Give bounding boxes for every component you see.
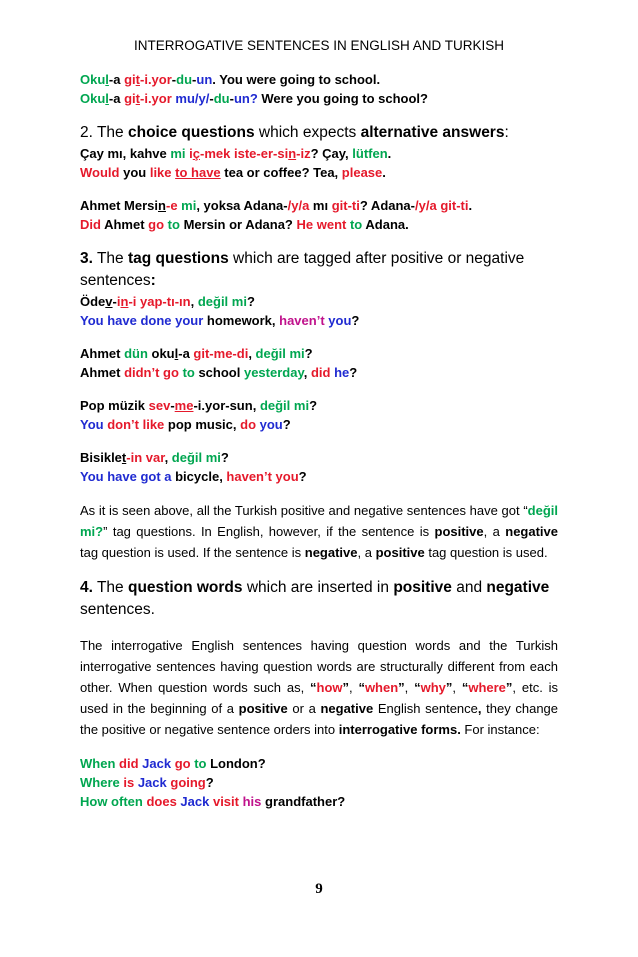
text-segment: go — [174, 756, 191, 771]
example-sentence — [80, 292, 558, 311]
text-segment: git-ti — [331, 198, 360, 213]
text-segment: haven’t you — [226, 469, 299, 484]
text-segment: -a — [108, 72, 125, 87]
text-segment: to — [182, 365, 195, 380]
example-sentence — [80, 396, 558, 415]
text-segment: choice questions — [127, 124, 255, 141]
text-segment: un — [196, 72, 213, 87]
text-segment: . — [382, 165, 386, 180]
text-segment: , — [252, 398, 260, 413]
text-segment: don’t like — [107, 417, 165, 432]
text-segment: his — [242, 794, 262, 809]
text-segment: git-ti — [440, 198, 469, 213]
text-segment: l — [105, 91, 109, 106]
text-segment: why — [420, 680, 446, 695]
text-segment: n — [120, 294, 129, 309]
text-segment: değil mi — [259, 398, 310, 413]
text-segment: lütfen — [352, 146, 388, 161]
text-segment: “ — [461, 680, 469, 695]
text-segment: - — [229, 91, 234, 106]
example-sentence — [80, 792, 558, 811]
text-segment: du — [213, 91, 230, 106]
text-segment: Pop müzik — [80, 398, 149, 413]
text-segment: , — [190, 294, 198, 309]
text-segment: you — [119, 165, 150, 180]
text-segment: to — [167, 217, 180, 232]
section-heading — [80, 248, 558, 292]
text-segment: ” — [445, 680, 453, 695]
text-segment: ? — [351, 313, 360, 328]
text-segment: Ahmet — [80, 346, 125, 361]
text-segment: - — [209, 91, 214, 106]
text-segment: He went — [296, 217, 347, 232]
text-segment: , etc. is used in the beginning of a — [80, 680, 558, 716]
text-segment: 3. — [80, 250, 93, 267]
text-segment: You have got a — [80, 469, 172, 484]
text-segment: un? — [233, 91, 258, 106]
example-sentence — [80, 448, 558, 467]
text-segment: l — [105, 72, 109, 87]
text-segment: , — [477, 701, 482, 716]
text-segment: “ — [310, 680, 317, 695]
spacer — [80, 382, 558, 396]
example-sentence — [80, 467, 558, 486]
explanation-paragraph — [80, 635, 558, 740]
text-segment: “ — [358, 680, 365, 695]
text-segment: he — [334, 365, 350, 380]
text-segment: “ — [414, 680, 421, 695]
text-segment: positive — [434, 524, 484, 539]
text-segment: English sentence — [373, 701, 478, 716]
text-segment: sev — [148, 398, 171, 413]
text-segment: ? — [282, 417, 291, 432]
example-sentence — [80, 754, 558, 773]
text-segment: ç — [192, 146, 200, 161]
example-sentence — [80, 363, 558, 382]
text-segment: -i.yor — [140, 72, 172, 87]
text-segment: . You were going to school. — [212, 72, 381, 87]
text-segment: to — [194, 756, 207, 771]
text-segment: Mersin or Adana? — [179, 217, 297, 232]
text-segment: where — [468, 680, 506, 695]
text-segment: /y/a — [287, 198, 310, 213]
text-segment: does — [146, 794, 177, 809]
text-segment: Oku — [80, 72, 106, 87]
text-segment: tag questions — [127, 250, 229, 267]
text-segment: -mek — [200, 146, 231, 161]
text-segment: The — [92, 124, 128, 141]
spacer — [80, 740, 558, 754]
text-segment: dün — [124, 346, 148, 361]
text-segment: tea or coffee? Tea, — [220, 165, 342, 180]
text-segment: positive — [238, 701, 288, 716]
text-segment: t — [135, 72, 140, 87]
example-sentence — [80, 311, 558, 330]
text-segment: is — [123, 775, 135, 790]
text-segment: or a — [287, 701, 321, 716]
text-segment: school — [194, 365, 244, 380]
text-segment: -i.yor — [140, 91, 176, 106]
text-segment: The — [92, 250, 128, 267]
text-segment: gi — [124, 91, 136, 106]
text-segment: How often — [80, 794, 143, 809]
text-segment: -iz — [296, 146, 311, 161]
text-segment: mı — [309, 198, 332, 213]
text-segment: , — [248, 346, 256, 361]
text-segment: When — [80, 756, 116, 771]
text-segment: bicycle, — [171, 469, 227, 484]
text-segment: l — [174, 346, 179, 361]
text-segment: yesterday — [243, 365, 304, 380]
text-segment: For instance: — [460, 722, 540, 737]
text-segment: pop music, — [164, 417, 241, 432]
text-segment: negative — [486, 579, 550, 596]
text-segment: did — [310, 365, 331, 380]
text-segment: didn’t go — [124, 365, 179, 380]
text-segment: . — [387, 146, 392, 161]
text-segment: , kahve — [122, 146, 171, 161]
text-segment: how — [316, 680, 343, 695]
text-segment: Would — [80, 165, 120, 180]
page-body — [80, 70, 558, 811]
text-segment: t — [135, 91, 140, 106]
text-segment: to have — [175, 165, 221, 180]
spacer — [80, 434, 558, 448]
text-segment: negative — [505, 524, 558, 539]
text-segment: değil mi? — [80, 503, 558, 539]
text-segment: -a — [178, 346, 194, 361]
text-segment: ” tag questions. In English, however, if the sentence is — [103, 524, 435, 539]
text-segment: -i — [128, 294, 137, 309]
text-segment: - — [171, 72, 177, 87]
text-segment: mu/y/ — [175, 91, 210, 106]
text-segment: mi — [181, 198, 197, 213]
text-segment: : — [150, 272, 156, 289]
text-segment: like — [149, 165, 172, 180]
text-segment: ? Adana- — [359, 198, 415, 213]
example-sentence — [80, 196, 558, 215]
text-segment: Ahmet — [100, 217, 149, 232]
text-segment: positive — [375, 545, 425, 560]
text-segment: ? — [304, 346, 313, 361]
section-heading — [80, 122, 558, 144]
example-sentence — [80, 144, 558, 163]
text-segment: -e — [165, 198, 182, 213]
text-segment: they change the positive or negative sentence orders into — [80, 701, 559, 737]
text-segment: Öde — [80, 294, 106, 309]
text-segment: alternative answers — [360, 124, 505, 141]
text-segment: You have done your — [80, 313, 204, 328]
example-sentence — [80, 163, 558, 182]
text-segment: sentences. — [80, 601, 155, 618]
text-segment: haven’t — [279, 313, 325, 328]
text-segment: Jack — [137, 775, 167, 790]
text-segment: which are inserted in — [242, 579, 394, 596]
text-segment: please — [341, 165, 383, 180]
text-segment: negative — [304, 545, 358, 560]
text-segment: mı — [107, 146, 123, 161]
text-segment: -a — [108, 91, 125, 106]
text-segment: 4. — [80, 579, 93, 596]
spacer — [80, 330, 558, 344]
text-segment: - — [170, 398, 175, 413]
text-segment: ” — [505, 680, 513, 695]
text-segment: Did — [80, 217, 101, 232]
section-heading — [80, 577, 558, 621]
example-sentence — [80, 344, 558, 363]
text-segment: n — [288, 146, 297, 161]
text-segment: visit — [212, 794, 239, 809]
text-segment: i — [116, 294, 121, 309]
text-segment: As it is seen above, all the Turkish positive and negative sentences have got “ — [80, 503, 528, 518]
text-segment: Jack — [142, 756, 172, 771]
text-segment: tag question is used. If the sentence is — [80, 545, 305, 560]
page-number: 9 — [315, 881, 323, 897]
text-segment: , — [164, 450, 172, 465]
text-segment: i — [189, 146, 193, 161]
text-segment: The interrogative English sentences having question words and the Turkish interrogative sentences having question words are structurally different from each other. When question words such as, — [80, 638, 558, 695]
text-segment: 2. — [80, 124, 93, 141]
text-segment: Oku — [80, 91, 106, 106]
explanation-paragraph — [80, 500, 558, 563]
example-sentence — [80, 773, 558, 792]
text-segment: t — [121, 450, 127, 465]
text-segment: ? Çay, — [310, 146, 353, 161]
text-segment: mi — [170, 146, 190, 161]
text-segment: ? — [246, 294, 255, 309]
text-segment: positive — [393, 579, 452, 596]
text-segment: yap-tı-ın — [140, 294, 191, 309]
text-segment: you — [328, 313, 352, 328]
text-segment: ? — [205, 775, 214, 790]
text-segment: Jack — [180, 794, 210, 809]
text-segment: ? — [349, 365, 358, 380]
text-segment: ” — [398, 680, 405, 695]
text-segment: and — [451, 579, 487, 596]
text-segment: değil mi — [171, 450, 221, 465]
example-sentence — [80, 70, 558, 89]
text-segment: değil mi — [255, 346, 305, 361]
example-sentence — [80, 89, 558, 108]
text-segment: Çay — [80, 146, 108, 161]
text-segment: ” — [342, 680, 349, 695]
example-sentence — [80, 415, 558, 434]
text-segment: London? — [206, 756, 266, 771]
page-header: INTERROGATIVE SENTENCES IN ENGLISH AND TURKISH — [133, 38, 505, 53]
text-segment: The — [92, 579, 128, 596]
text-segment: Ahmet Mersi — [80, 198, 159, 213]
text-segment: interrogative forms. — [338, 722, 461, 737]
text-segment: you — [259, 417, 283, 432]
text-segment: gi — [124, 72, 136, 87]
text-segment: which are tagged after positive or negative sentences — [80, 250, 525, 289]
text-segment: , a — [357, 545, 376, 560]
text-segment: grandfather? — [261, 794, 346, 809]
text-segment: git-me-di — [193, 346, 249, 361]
text-segment: : — [504, 124, 509, 141]
text-segment: which expects — [254, 124, 361, 141]
text-segment: du — [176, 72, 193, 87]
text-segment: -in var — [126, 450, 165, 465]
text-segment: ? — [220, 450, 229, 465]
example-sentence — [80, 215, 558, 234]
text-segment: Ahmet — [80, 365, 125, 380]
text-segment: Bisikle — [80, 450, 122, 465]
text-segment: , — [452, 680, 462, 695]
text-segment: /y/a — [415, 198, 437, 213]
text-segment: tag question is used. — [424, 545, 548, 560]
text-segment: me — [174, 398, 194, 413]
text-segment: when — [364, 680, 399, 695]
text-segment: ? — [309, 398, 318, 413]
text-segment: , yoksa Adana- — [196, 198, 288, 213]
text-segment: , — [349, 680, 359, 695]
text-segment: iste-er-si — [233, 146, 289, 161]
text-segment: go — [148, 217, 165, 232]
text-segment: değil mi — [197, 294, 247, 309]
text-segment: Were you going to school? — [257, 91, 428, 106]
text-segment: - — [192, 72, 197, 87]
text-segment: going — [170, 775, 206, 790]
text-segment: Adana. — [362, 217, 409, 232]
text-segment: , — [303, 365, 311, 380]
text-segment: oku — [147, 346, 175, 361]
text-segment: do — [240, 417, 257, 432]
text-segment: question words — [127, 579, 243, 596]
text-segment: You — [80, 417, 104, 432]
text-segment: ? — [298, 469, 307, 484]
text-segment: Where — [80, 775, 120, 790]
text-segment: -i.yor-sun — [193, 398, 253, 413]
text-segment: , a — [483, 524, 506, 539]
text-segment: . — [468, 198, 473, 213]
text-segment: homework, — [203, 313, 280, 328]
text-segment: negative — [320, 701, 374, 716]
spacer — [80, 182, 558, 196]
text-segment: n — [158, 198, 166, 213]
text-segment: - — [112, 294, 117, 309]
text-segment: , — [404, 680, 415, 695]
text-segment: v — [105, 294, 113, 309]
text-segment: to — [349, 217, 363, 232]
text-segment: did — [119, 756, 139, 771]
